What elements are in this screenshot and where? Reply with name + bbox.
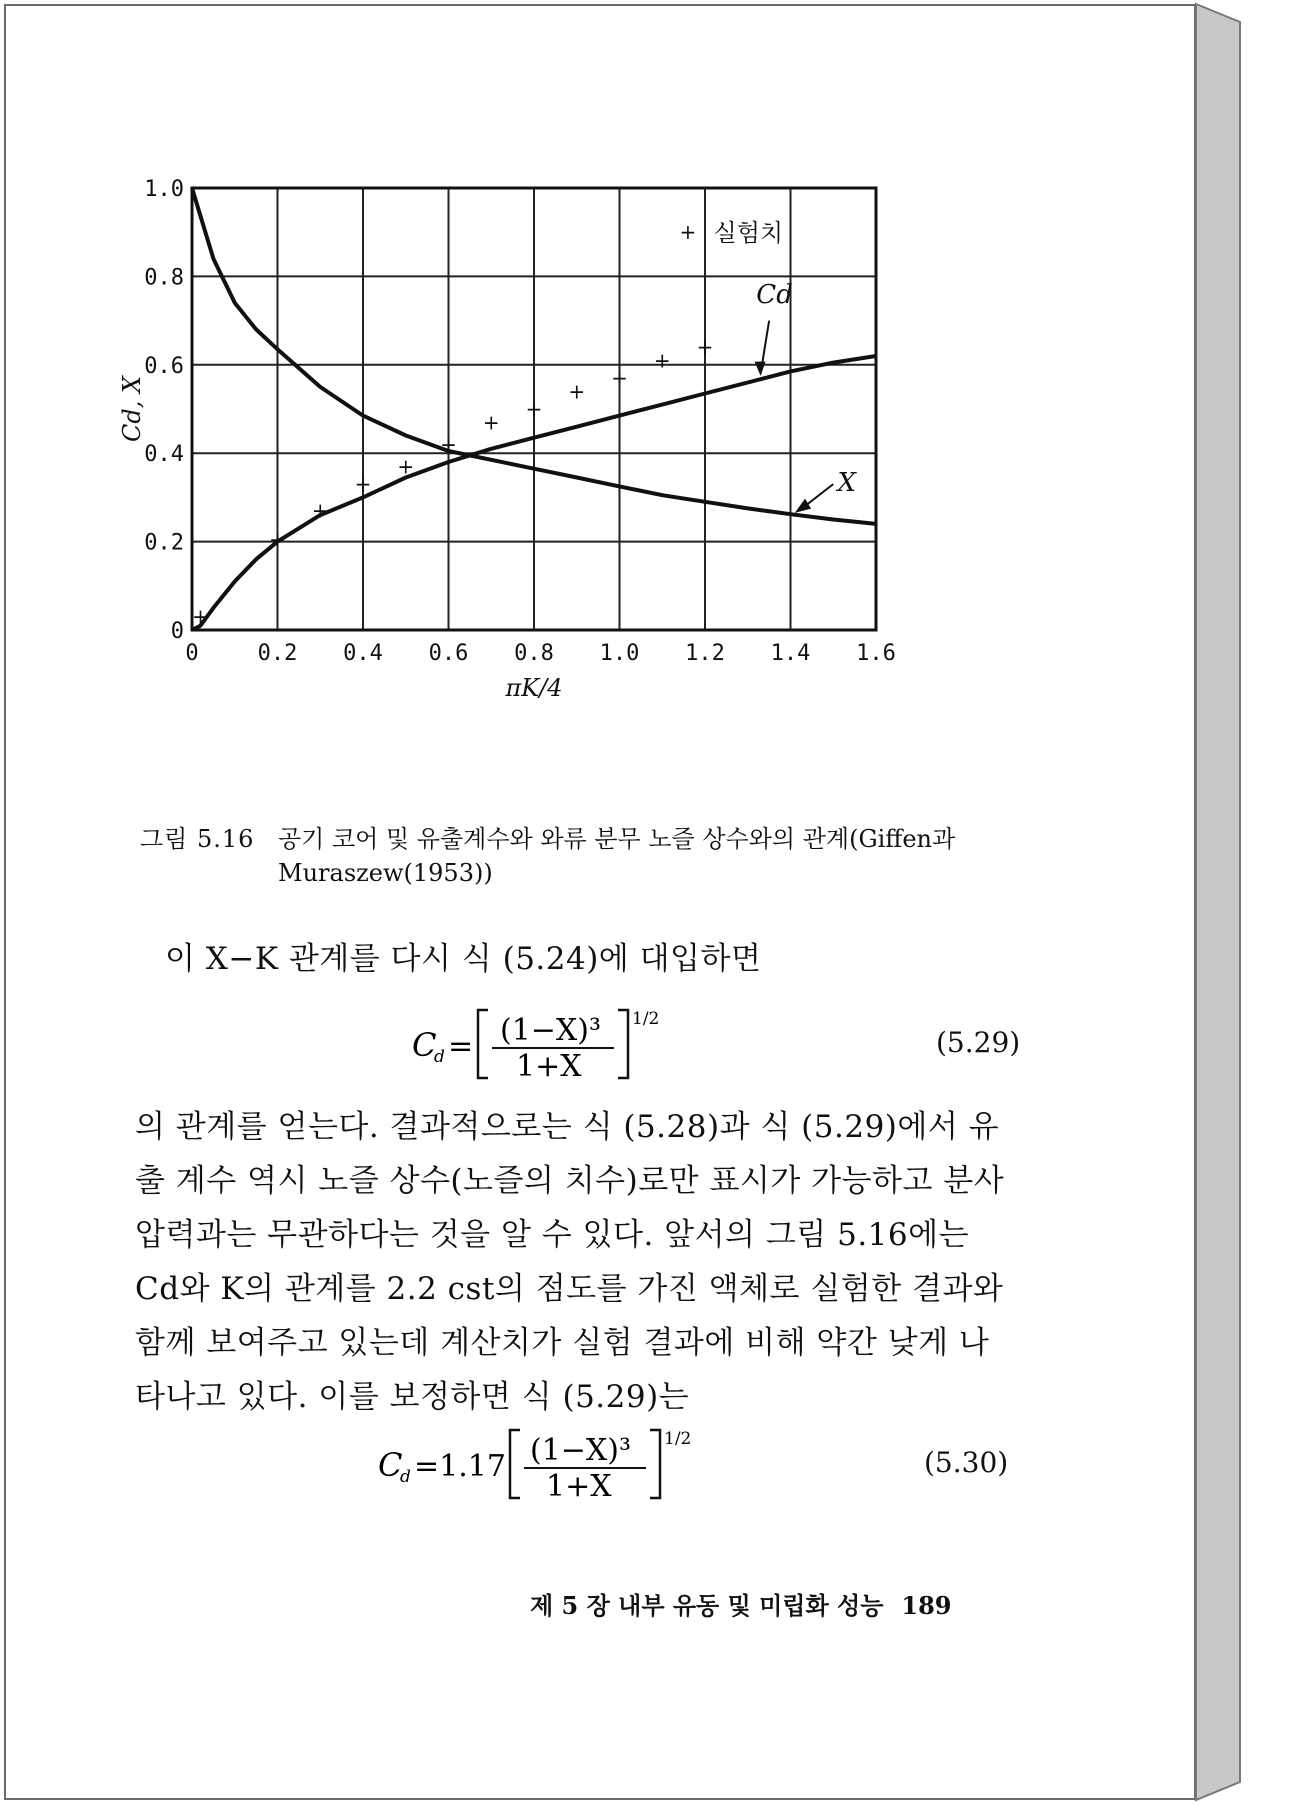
page-edge <box>1196 4 1248 1800</box>
eq2-bracket-left <box>510 1430 520 1498</box>
equation-5-30-svg <box>374 1424 714 1504</box>
eq1-denominator: 1+X <box>516 1049 582 1084</box>
x-tick-label: 1.2 <box>685 641 725 666</box>
eq2-power: 1/2 <box>664 1429 692 1449</box>
x-tick-label: 1.4 <box>770 641 811 666</box>
x-tick-label: 1.0 <box>599 641 640 666</box>
data-point-experiment: + <box>192 604 209 629</box>
paragraph-line-2: 출 계수 역시 노즐 상수(노즐의 치수)로만 표시가 가능하고 분사 <box>135 1163 1005 1199</box>
y-tick-label: 0.6 <box>144 353 184 379</box>
footer-chapter: 제 5 장 내부 유동 및 미립화 성능 <box>530 1591 884 1620</box>
paragraph <box>135 1100 1035 1424</box>
equation-5-29-svg <box>408 1004 708 1084</box>
equation-5-29 <box>408 1004 708 1084</box>
data-point-experiment: + <box>568 379 586 404</box>
caption-text: 공기 코어 및 유출계수와 와류 분무 노즐 상수와의 관계(Giffen과 Muraszew(1953)) <box>278 825 956 887</box>
data-point-experiment: + <box>397 454 415 479</box>
x-tick-label: 0.6 <box>428 641 469 666</box>
paragraph-line-3: 압력과는 무관하다는 것을 알 수 있다. 앞서의 그림 5.16에는 <box>135 1217 970 1253</box>
intro-line: 이 X−K 관계를 다시 식 (5.24)에 대입하면 <box>165 941 762 977</box>
x-axis-label: πK/4 <box>505 674 563 702</box>
x-tick-label: 0.2 <box>257 641 298 666</box>
eq2-coef: =1.17 <box>414 1449 506 1484</box>
eq2-denominator: 1+X <box>546 1469 612 1504</box>
chart-svg <box>118 177 1040 806</box>
y-tick-label: 0 <box>170 619 184 644</box>
data-point-experiment: + <box>440 432 457 457</box>
data-point-experiment: + <box>611 366 628 391</box>
legend-marker: + <box>679 220 697 245</box>
eq2-number: (5.30) <box>924 1446 1009 1479</box>
equation-5-30 <box>374 1424 714 1504</box>
x-tick-label: 0.4 <box>343 641 383 666</box>
x-annotation: X <box>837 467 857 498</box>
x-tick-label: 1.6 <box>856 641 896 666</box>
paragraph-line-4: Cd와 K의 관계를 2.2 cst의 점도를 가진 액체로 실험한 결과와 <box>135 1271 1004 1307</box>
paragraph-line-6: 타나고 있다. 이를 보정하면 식 (5.29)는 <box>135 1379 690 1415</box>
data-point-experiment: + <box>269 527 286 552</box>
eq1-equals: = <box>448 1029 474 1064</box>
y-axis-label: Cd, X <box>118 375 146 443</box>
eq2-lhs: C <box>378 1446 403 1484</box>
page-number: 189 <box>901 1591 952 1620</box>
legend-text: 실험치 <box>713 219 784 248</box>
eq2-lhs-sub: d <box>400 1467 411 1487</box>
page-footer <box>530 1586 952 1621</box>
y-tick-label: 1.0 <box>144 177 184 202</box>
data-point-experiment: + <box>354 472 372 497</box>
cd-annotation: Cd <box>756 279 793 310</box>
data-point-experiment: + <box>311 498 329 523</box>
eq1-lhs-sub: d <box>434 1047 445 1067</box>
eq1-bracket-right <box>618 1010 628 1078</box>
y-tick-label: 0.8 <box>144 265 184 291</box>
eq1-lhs: C <box>412 1026 437 1064</box>
y-tick-label: 0.4 <box>144 442 184 468</box>
data-point-experiment: + <box>696 335 714 360</box>
figure-5-16-chart <box>118 177 1040 806</box>
eq2-numerator: (1−X)³ <box>530 1433 632 1468</box>
eq1-bracket-left <box>478 1010 488 1078</box>
cd-arrow-head <box>755 362 766 376</box>
data-point-experiment: + <box>525 397 543 421</box>
y-tick-label: 0.2 <box>144 530 184 556</box>
x-tick-label: 0 <box>185 641 199 666</box>
x-arrow-head <box>795 499 811 513</box>
eq2-bracket-right <box>650 1430 660 1498</box>
paragraph-line-5: 함께 보여주고 있는데 계산치가 실험 결과에 비해 약간 낮게 나 <box>135 1325 990 1361</box>
eq1-power: 1/2 <box>632 1009 660 1029</box>
data-point-experiment: + <box>482 410 500 435</box>
x-tick-label: 0.8 <box>514 641 554 666</box>
data-point-experiment: + <box>653 348 671 373</box>
paragraph-line-1: 의 관계를 얻는다. 결과적으로는 식 (5.28)과 식 (5.29)에서 유 <box>135 1109 1000 1145</box>
caption-number: 그림 5.16 <box>140 825 255 853</box>
eq1-numerator: (1−X)³ <box>500 1013 602 1048</box>
eq1-number: (5.29) <box>936 1026 1021 1059</box>
